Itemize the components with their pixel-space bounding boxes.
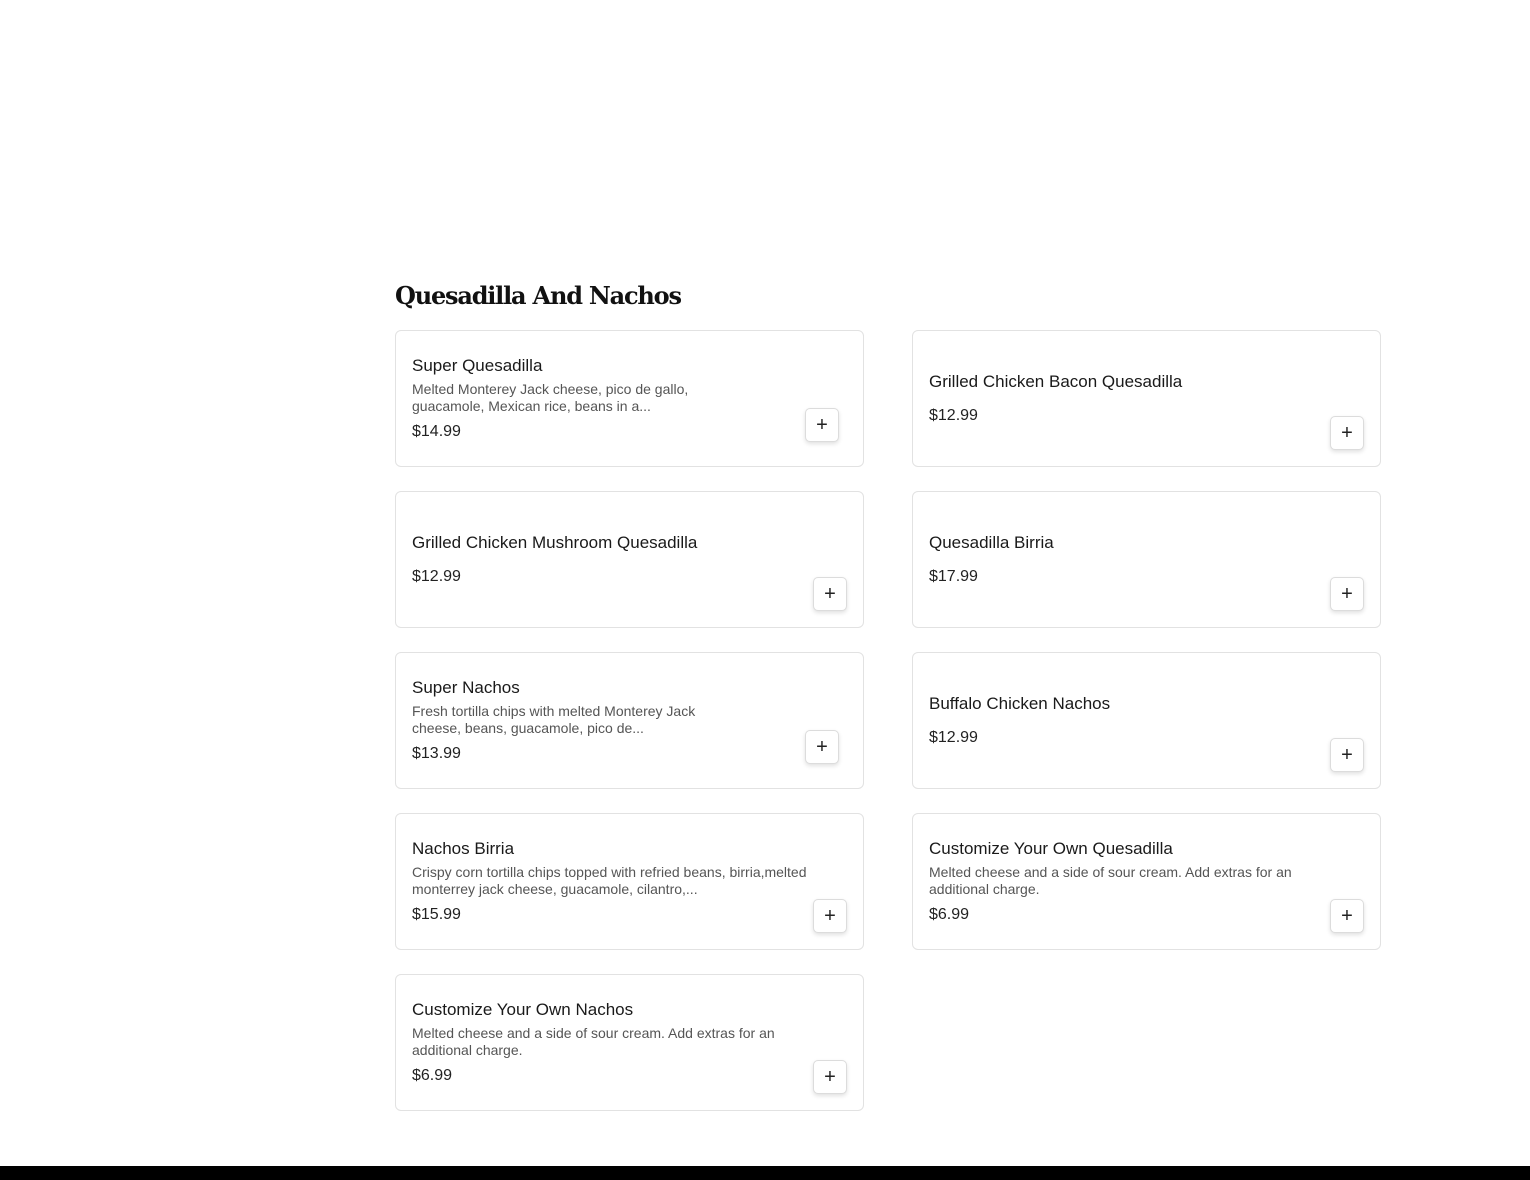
menu-item-name: Nachos Birria [412,838,515,858]
menu-item-card[interactable] [395,491,864,628]
add-to-cart-button[interactable]: + [813,1060,847,1094]
add-to-cart-button[interactable]: + [813,577,847,611]
add-to-cart-button[interactable]: + [1330,738,1364,772]
add-to-cart-button[interactable]: + [1330,899,1364,933]
footer-bar [0,1166,1530,1180]
menu-item-name: Buffalo Chicken Nachos [929,693,1111,713]
add-to-cart-button[interactable]: + [1330,416,1364,450]
menu-item-price: $12.99 [412,567,461,585]
menu-item-name: Customize Your Own Quesadilla [929,838,1173,858]
menu-item-card[interactable] [912,813,1381,950]
menu-item-price: $6.99 [412,1066,453,1084]
menu-item-price: $12.99 [929,406,978,424]
menu-item-name: Customize Your Own Nachos [412,999,634,1019]
menu-section-quesadilla-nachos [395,280,1381,1088]
add-to-cart-button[interactable]: + [805,408,839,442]
menu-item-name: Super Quesadilla [412,355,543,375]
menu-item-description: Melted cheese and a side of sour cream. Add extras for an additional charge. [412,1024,775,1058]
menu-item-description: Crispy corn tortilla chips topped with refried beans, birria,melted monterrey jack cheese, guacamole, cilantro,... [412,863,807,897]
menu-item-price: $14.99 [412,422,461,440]
menu-item-card[interactable] [912,330,1381,467]
menu-item-price: $13.99 [412,744,461,762]
menu-item-price: $17.99 [929,567,978,585]
menu-item-card[interactable] [395,813,864,950]
menu-item-card[interactable] [912,491,1381,628]
menu-item-card[interactable] [912,652,1381,789]
section-title: Quesadilla And Nachos [395,281,681,310]
add-to-cart-button[interactable]: + [813,899,847,933]
menu-item-card[interactable] [395,652,864,789]
add-to-cart-button[interactable]: + [1330,577,1364,611]
menu-item-grid [395,330,1381,1111]
menu-item-description: Melted cheese and a side of sour cream. Add extras for an additional charge. [929,863,1292,897]
add-to-cart-button[interactable]: + [805,730,839,764]
menu-item-name: Quesadilla Birria [929,532,1054,552]
menu-item-description: Fresh tortilla chips with melted Monterey Jack cheese, beans, guacamole, pico de... [412,702,696,736]
menu-item-price: $12.99 [929,728,978,746]
menu-item-price: $15.99 [412,905,461,923]
menu-item-name: Super Nachos [412,677,520,697]
menu-item-name: Grilled Chicken Bacon Quesadilla [929,371,1183,391]
menu-item-price: $6.99 [929,905,970,923]
menu-item-card[interactable] [395,974,864,1111]
menu-item-description: Melted Monterey Jack cheese, pico de gallo, guacamole, Mexican rice, beans in a... [412,380,689,414]
menu-item-card[interactable] [395,330,864,467]
menu-item-name: Grilled Chicken Mushroom Quesadilla [412,532,698,552]
